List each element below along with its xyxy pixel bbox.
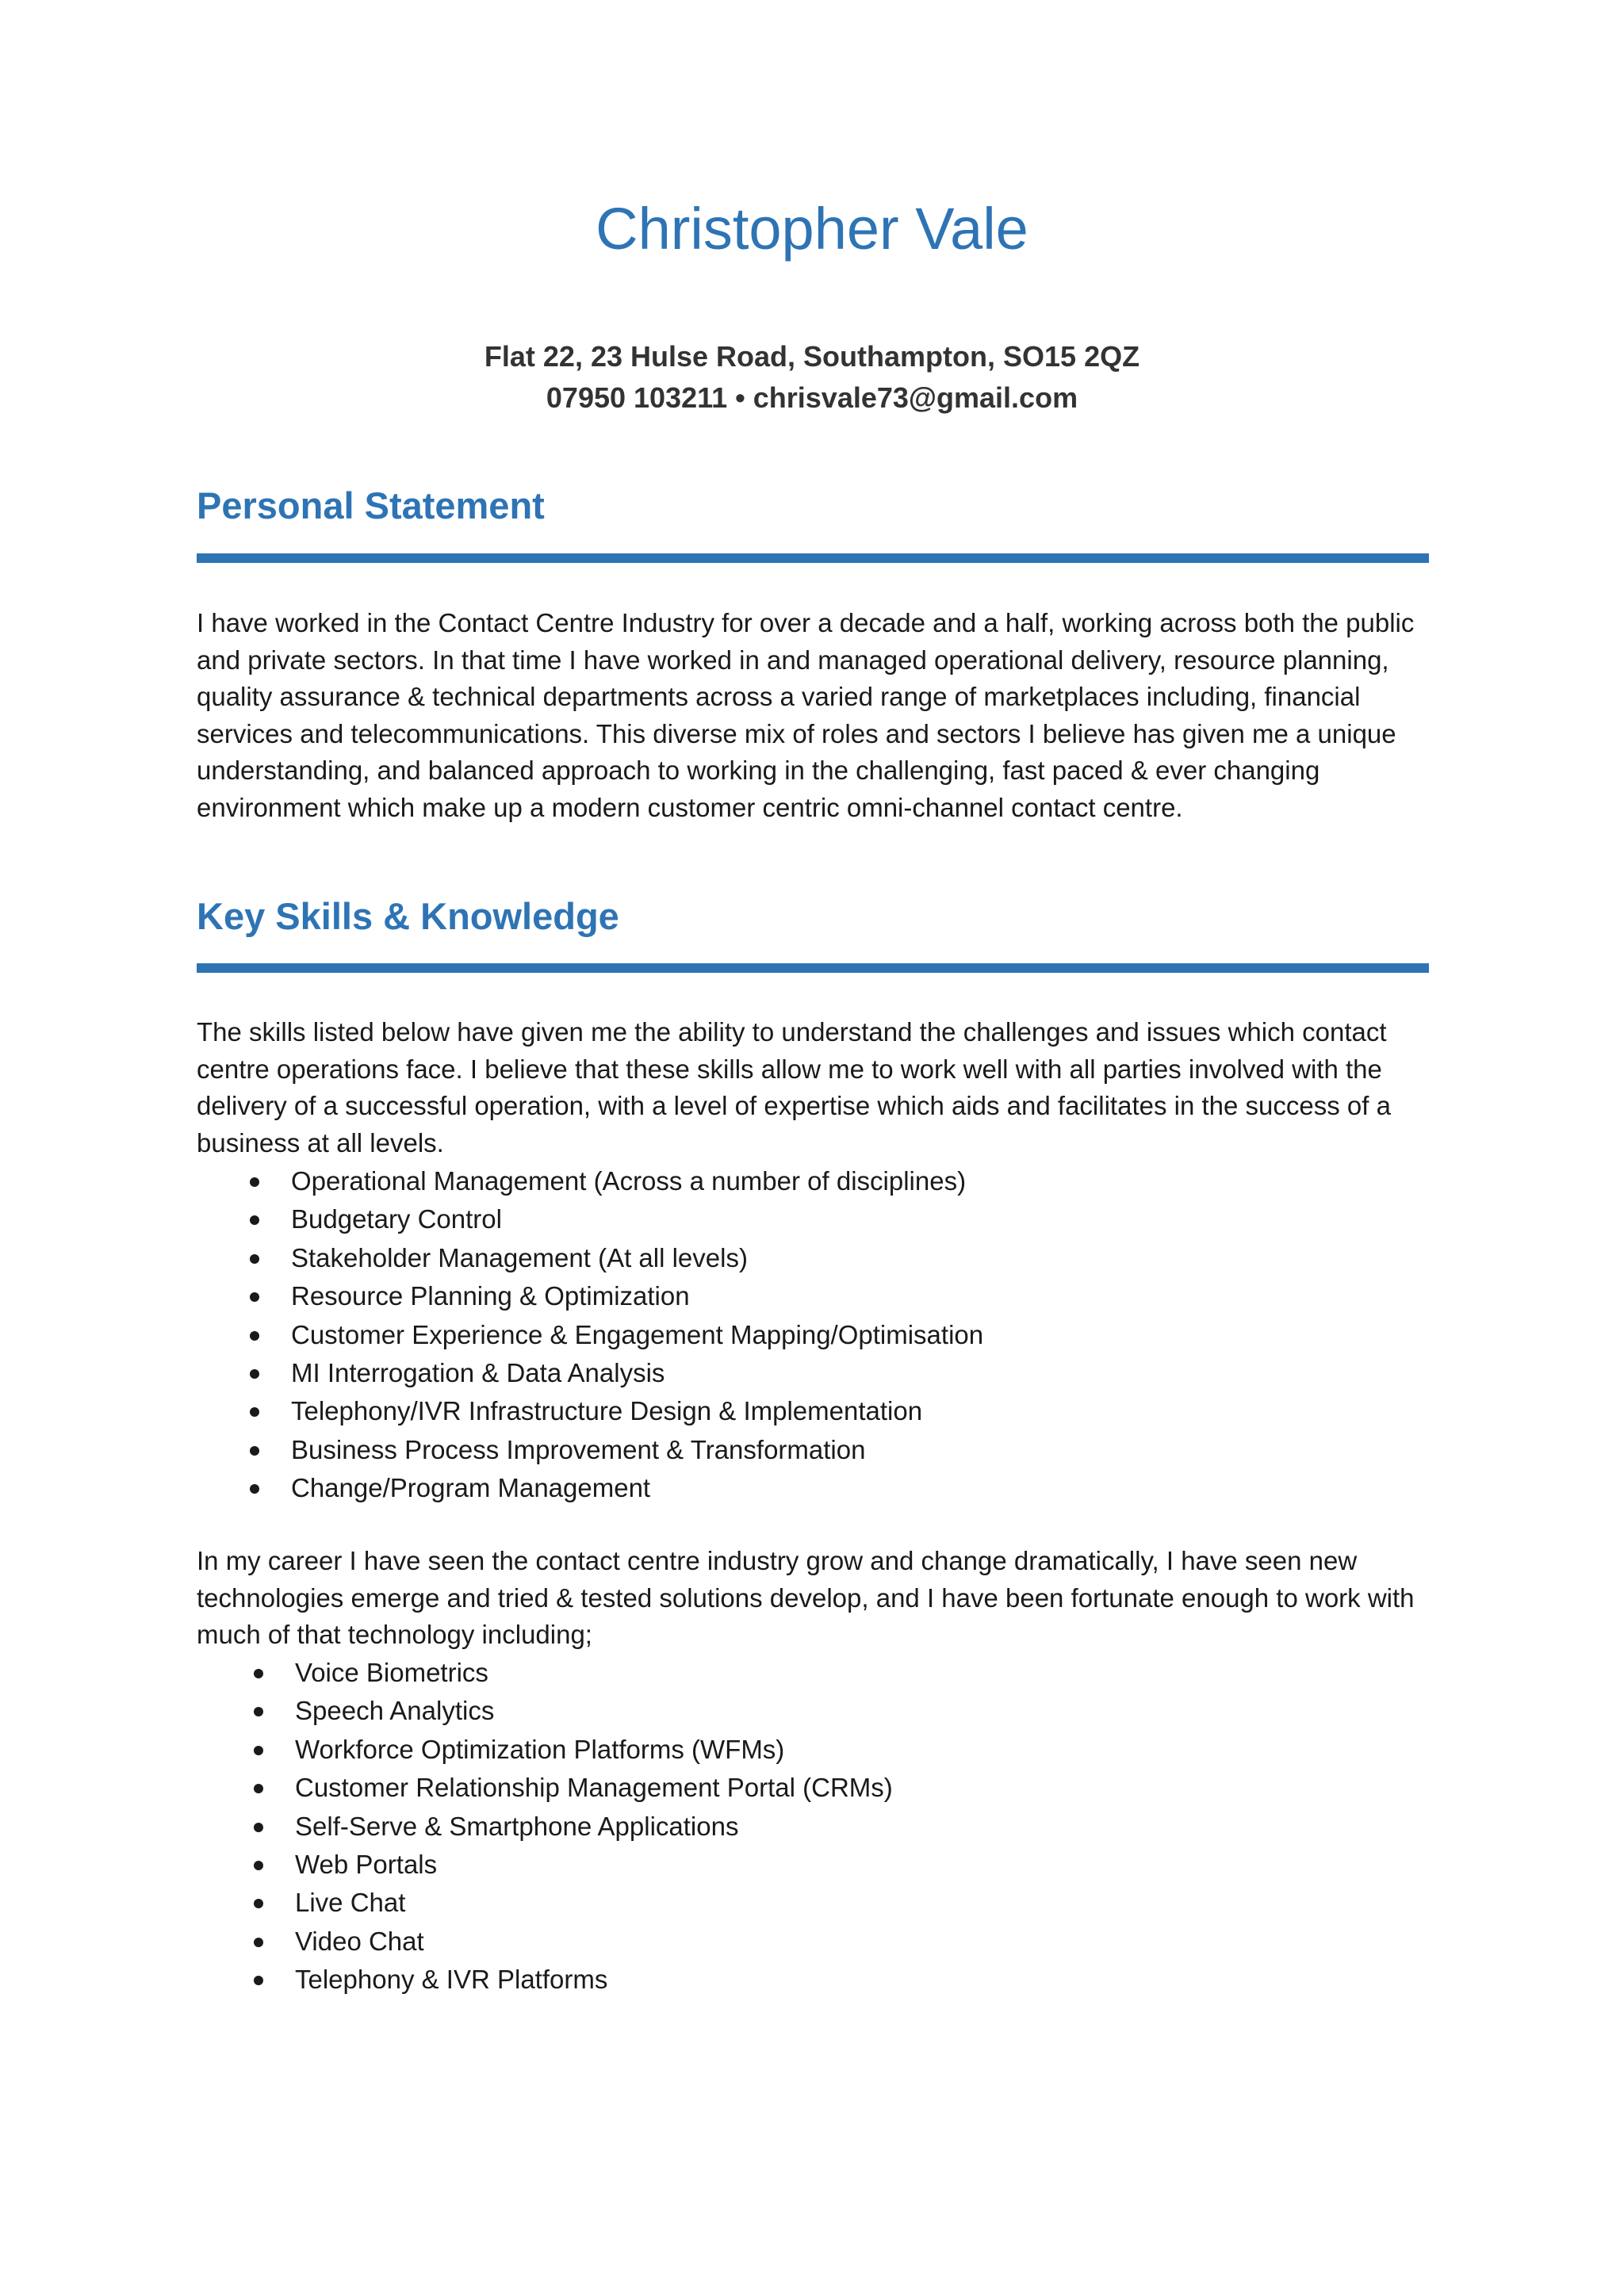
bullet-icon xyxy=(250,1407,259,1417)
list-item: Video Chat xyxy=(295,1923,893,1961)
bullet-icon xyxy=(250,1331,259,1341)
list-item: Live Chat xyxy=(295,1884,893,1922)
phone-email-line: 07950 103211 • chrisvale73@gmail.com xyxy=(546,381,1078,414)
bullet-icon xyxy=(250,1215,259,1225)
list-item: Telephony/IVR Infrastructure Design & Implementation xyxy=(291,1392,983,1430)
technologies-list xyxy=(295,1654,893,1999)
list-item: Self-Serve & Smartphone Applications xyxy=(295,1808,893,1846)
list-item: Stakeholder Management (At all levels) xyxy=(291,1239,983,1277)
list-item: Voice Biometrics xyxy=(295,1654,893,1692)
bullet-icon xyxy=(254,1669,263,1678)
bullet-icon xyxy=(254,1899,263,1908)
personal-statement-heading: Personal Statement xyxy=(197,484,545,526)
key-skills-divider xyxy=(197,963,1429,973)
bullet-icon xyxy=(254,1823,263,1832)
key-skills-heading: Key Skills & Knowledge xyxy=(197,895,619,937)
key-skills-intro: The skills listed below have given me the ability to understand the challenges and issues which contact centre operations face. I believe that these skills allow me to work well with all parties involved with the delivery of a successful operation, with a level of expertise which aids and facilitates in the success of a business at all levels. xyxy=(197,1017,1391,1158)
list-item: MI Interrogation & Data Analysis xyxy=(291,1354,983,1392)
list-item: Change/Program Management xyxy=(291,1469,983,1507)
bullet-icon xyxy=(254,1976,263,1985)
bullet-icon xyxy=(250,1369,259,1379)
list-item: Operational Management (Across a number of disciplines) xyxy=(291,1162,983,1200)
address-line: Flat 22, 23 Hulse Road, Southampton, SO15 2QZ xyxy=(484,340,1140,373)
bullet-icon xyxy=(250,1177,259,1187)
bullet-icon xyxy=(254,1707,263,1716)
bullet-icon xyxy=(254,1938,263,1947)
bullet-icon xyxy=(254,1746,263,1755)
list-item: Customer Experience & Engagement Mapping/Optimisation xyxy=(291,1316,983,1354)
bullet-icon xyxy=(254,1784,263,1793)
bullet-icon xyxy=(250,1292,259,1302)
personal-statement-text: I have worked in the Contact Centre Industry for over a decade and a half, working across both the public and private sectors. In that time I have worked in and managed operational delivery, resource planning, quality assurance & technical departments across a varied range of marketplaces including, financial services and telecommunications. This diverse mix of roles and sectors I believe has given me a unique understanding, and balanced approach to working in the challenging, fast paced & ever changing environment which make up a modern customer centric omni-channel contact centre. xyxy=(197,608,1415,822)
bullet-icon xyxy=(250,1446,259,1456)
list-item: Telephony & IVR Platforms xyxy=(295,1961,893,1999)
list-item: Customer Relationship Management Portal (CRMs) xyxy=(295,1769,893,1807)
list-item: Speech Analytics xyxy=(295,1692,893,1730)
list-item: Workforce Optimization Platforms (WFMs) xyxy=(295,1731,893,1769)
candidate-name: Christopher Vale xyxy=(596,196,1028,262)
list-item: Budgetary Control xyxy=(291,1200,983,1238)
skills-list xyxy=(291,1162,983,1508)
bullet-icon xyxy=(250,1484,259,1494)
career-intro-text: In my career I have seen the contact centre industry grow and change dramatically, I have seen new technologies emerge and tried & tested solutions develop, and I have been fortunate enough to work with much of that technology including; xyxy=(197,1546,1415,1649)
personal-statement-divider xyxy=(197,553,1429,563)
bullet-icon xyxy=(250,1254,259,1264)
list-item: Web Portals xyxy=(295,1846,893,1884)
list-item: Resource Planning & Optimization xyxy=(291,1277,983,1315)
list-item: Business Process Improvement & Transformation xyxy=(291,1431,983,1469)
bullet-icon xyxy=(254,1861,263,1870)
